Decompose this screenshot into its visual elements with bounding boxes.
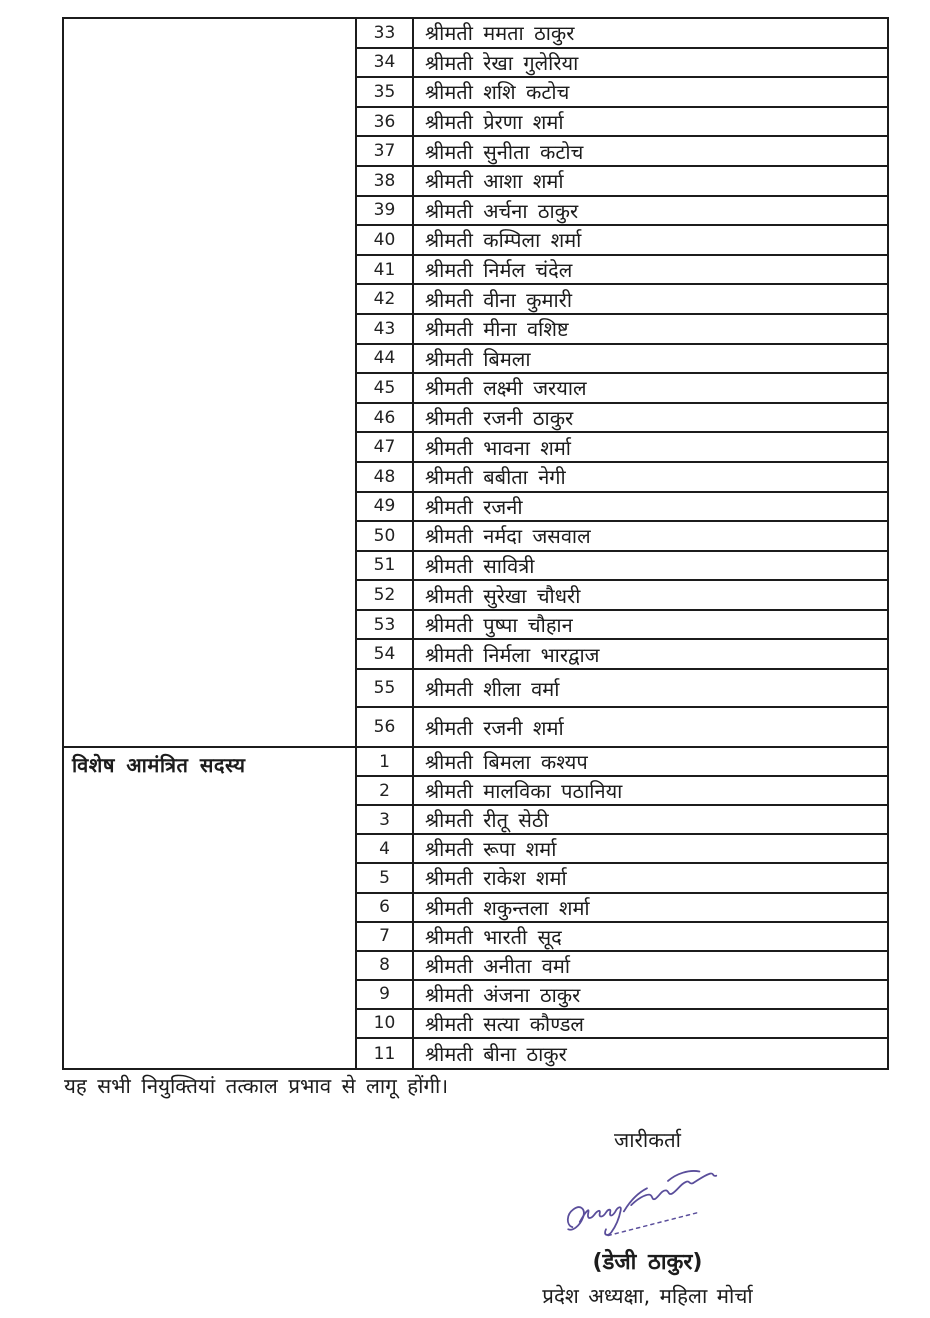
member-number: 47	[373, 437, 396, 458]
member-number: 44	[373, 348, 396, 369]
member-number: 53	[373, 614, 396, 635]
member-row	[357, 1010, 887, 1039]
member-row	[357, 777, 887, 806]
signature-ink-icon	[564, 1162, 732, 1244]
member-row	[357, 864, 887, 893]
member-name: श्रीमती बीना ठाकुर	[412, 1039, 887, 1068]
member-name: श्रीमती राकेश शर्मा	[412, 864, 887, 891]
member-name: श्रीमती ममता ठाकुर	[412, 19, 887, 47]
member-row	[357, 285, 887, 315]
member-number: 40	[373, 229, 396, 250]
effective-note: यह सभी नियुक्तियां तत्काल प्रभाव से लागू होंगी।	[64, 1074, 449, 1098]
member-row	[357, 197, 887, 227]
member-name: श्रीमती मालविका पठानिया	[412, 777, 887, 804]
member-row	[357, 581, 887, 611]
member-name: श्रीमती सावित्री	[412, 552, 887, 580]
member-number: 55	[373, 678, 396, 699]
member-number: 6	[379, 897, 390, 918]
section-rows	[357, 19, 887, 746]
member-row	[357, 708, 887, 746]
member-number: 51	[373, 555, 396, 576]
member-name: श्रीमती शशि कटोच	[412, 78, 887, 106]
member-row	[357, 19, 887, 49]
member-row	[357, 640, 887, 670]
member-row	[357, 611, 887, 641]
member-number: 9	[379, 984, 390, 1005]
member-number: 42	[373, 289, 396, 310]
member-number: 11	[373, 1043, 396, 1064]
member-row	[357, 78, 887, 108]
member-name: श्रीमती रजनी	[412, 493, 887, 521]
member-number: 39	[373, 200, 396, 221]
member-number: 34	[373, 52, 396, 73]
member-number: 35	[373, 81, 396, 102]
member-name: श्रीमती भावना शर्मा	[412, 433, 887, 461]
section-label-cell	[64, 19, 357, 746]
member-row	[357, 167, 887, 197]
member-name: श्रीमती रेखा गुलेरिया	[412, 49, 887, 77]
handwritten-signature	[564, 1162, 732, 1244]
section-rows	[357, 748, 887, 1068]
member-row	[357, 981, 887, 1010]
member-row	[357, 522, 887, 552]
member-row	[357, 137, 887, 167]
member-row	[357, 463, 887, 493]
member-number: 54	[373, 644, 396, 665]
member-row	[357, 226, 887, 256]
signature-block	[460, 1126, 835, 1310]
member-row	[357, 748, 887, 777]
member-name: श्रीमती बिमला	[412, 345, 887, 373]
member-name: श्रीमती सत्या कौण्डल	[412, 1010, 887, 1037]
member-name: श्रीमती सुनीता कटोच	[412, 137, 887, 165]
member-number: 48	[373, 466, 396, 487]
member-row	[357, 894, 887, 923]
member-number: 43	[373, 318, 396, 339]
member-number: 41	[373, 259, 396, 280]
member-row	[357, 315, 887, 345]
members-table	[62, 17, 889, 1070]
member-row	[357, 493, 887, 523]
member-number: 46	[373, 407, 396, 428]
member-name: श्रीमती अनीता वर्मा	[412, 952, 887, 979]
member-row	[357, 952, 887, 981]
member-name: श्रीमती प्रेरणा शर्मा	[412, 108, 887, 136]
member-row	[357, 835, 887, 864]
member-name: श्रीमती मीना वशिष्ट	[412, 315, 887, 343]
member-number: 36	[373, 111, 396, 132]
signer-title: प्रदेश अध्यक्षा, महिला मोर्चा	[542, 1284, 753, 1308]
member-name: श्रीमती भारती सूद	[412, 923, 887, 950]
member-name: श्रीमती पुष्पा चौहान	[412, 611, 887, 639]
member-number: 7	[379, 926, 390, 947]
member-row	[357, 670, 887, 708]
member-number: 3	[379, 809, 390, 830]
member-name: श्रीमती रूपा शर्मा	[412, 835, 887, 862]
member-row	[357, 345, 887, 375]
member-row	[357, 923, 887, 952]
member-number: 33	[373, 22, 396, 43]
member-name: श्रीमती रजनी ठाकुर	[412, 404, 887, 432]
member-number: 37	[373, 141, 396, 162]
member-row	[357, 374, 887, 404]
member-name: श्रीमती आशा शर्मा	[412, 167, 887, 195]
member-name: श्रीमती शीला वर्मा	[412, 670, 887, 706]
member-name: श्रीमती रजनी शर्मा	[412, 708, 887, 746]
member-number: 52	[373, 585, 396, 606]
member-number: 56	[373, 717, 396, 738]
member-row	[357, 404, 887, 434]
issuer-label: जारीकर्ता	[614, 1128, 681, 1152]
member-name: श्रीमती सुरेखा चौधरी	[412, 581, 887, 609]
member-number: 10	[373, 1013, 396, 1034]
section-label: विशेष आमंत्रित सदस्य	[72, 753, 246, 778]
member-name: श्रीमती नर्मदा जसवाल	[412, 522, 887, 550]
member-number: 1	[379, 751, 390, 772]
member-row	[357, 108, 887, 138]
member-name: श्रीमती अंजना ठाकुर	[412, 981, 887, 1008]
member-name: श्रीमती वीना कुमारी	[412, 285, 887, 313]
member-name: श्रीमती रीतू सेठी	[412, 806, 887, 833]
member-row	[357, 1039, 887, 1068]
members-section-main	[64, 19, 887, 746]
member-name: श्रीमती लक्ष्मी जरयाल	[412, 374, 887, 402]
member-row	[357, 49, 887, 79]
member-row	[357, 433, 887, 463]
member-number: 38	[373, 170, 396, 191]
member-name: श्रीमती कम्पिला शर्मा	[412, 226, 887, 254]
member-name: श्रीमती बबीता नेगी	[412, 463, 887, 491]
member-number: 8	[379, 955, 390, 976]
member-row	[357, 806, 887, 835]
member-number: 50	[373, 525, 396, 546]
member-name: श्रीमती निर्मल चंदेल	[412, 256, 887, 284]
member-number: 2	[379, 780, 390, 801]
member-name: श्रीमती शकुन्तला शर्मा	[412, 894, 887, 921]
member-number: 5	[379, 867, 390, 888]
section-label-cell	[64, 748, 357, 1068]
member-number: 49	[373, 496, 396, 517]
member-name: श्रीमती बिमला कश्यप	[412, 748, 887, 775]
member-number: 4	[379, 838, 390, 859]
member-number: 45	[373, 377, 396, 398]
signer-name: (डेजी ठाकुर)	[592, 1250, 703, 1275]
member-row	[357, 256, 887, 286]
member-name: श्रीमती अर्चना ठाकुर	[412, 197, 887, 225]
members-section-special-invitees	[64, 746, 887, 1068]
member-name: श्रीमती निर्मला भारद्वाज	[412, 640, 887, 668]
member-row	[357, 552, 887, 582]
